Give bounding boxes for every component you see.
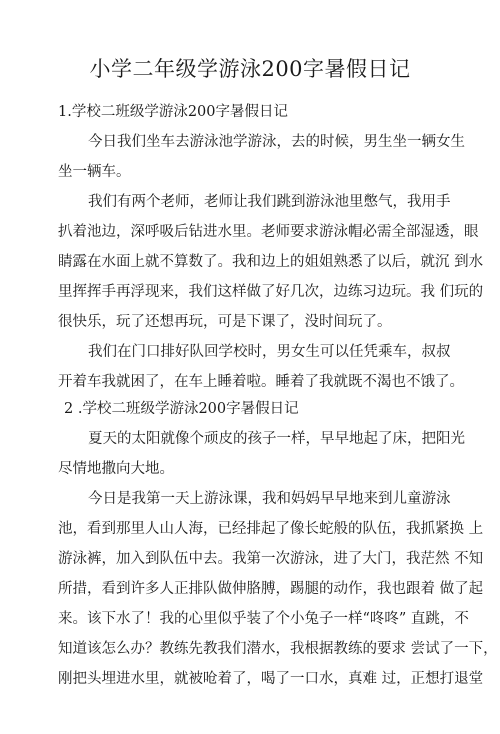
paragraph-line: 里挥挥手再浮现来，我们这样做了好几次，边练习边玩。我 们玩的 bbox=[58, 284, 484, 300]
paragraph-line: 坐一辆车。 bbox=[58, 164, 131, 180]
paragraph-line: 我们在门口排好队回学校时，男女生可以任凭乘车，叔叔 bbox=[88, 344, 451, 360]
section-heading-2: 2 .学校二班级学游泳200字暑假日记 bbox=[64, 401, 299, 417]
paragraph-line: 我们有两个老师，老师让我们跳到游泳池里憋气，我用手 bbox=[88, 194, 451, 210]
document-title: 小学二年级学游泳200字暑假日记 bbox=[89, 57, 411, 81]
paragraph-line: 夏天的太阳就像个顽皮的孩子一样，早早地起了床，把阳光 bbox=[88, 431, 465, 447]
paragraph-line: 所措，看到许多人正排队做伸胳膊，踢腿的动作，我也跟着 做了起 bbox=[58, 581, 484, 597]
paragraph-line: 池，看到那里人山人海，已经排起了像长蛇般的队伍，我抓紧换 上 bbox=[58, 521, 484, 537]
paragraph-line: 今日我们坐车去游泳池学游泳，去的时候，男生坐一辆女生 bbox=[88, 134, 465, 150]
paragraph-line: 很快乐，玩了还想再玩，可是下课了，没时间玩了。 bbox=[58, 314, 392, 330]
paragraph-line: 今日是我第一天上游泳课，我和妈妈早早地来到儿童游泳 bbox=[88, 491, 451, 507]
paragraph-line: 尽情地撒向大地。 bbox=[58, 461, 174, 477]
paragraph-line: 游泳裤，加入到队伍中去。我第一次游泳，进了大门，我茫然 不知 bbox=[58, 551, 484, 567]
paragraph-line: 开着车我就困了，在车上睡着啦。睡着了我就既不渴也不饿了。 bbox=[58, 374, 464, 390]
paragraph-line: 刚把头埋进水里，就被呛着了，喝了一口水，真难 过，正想打退堂 bbox=[58, 671, 484, 687]
paragraph-line: 睛露在水面上就不算数了。我和边上的姐姐熟悉了以后，就沉 到水 bbox=[58, 254, 484, 270]
paragraph-line: 知道该怎么办？教练先教我们潜水，我根据教练的要求 尝试了一下， bbox=[58, 641, 498, 657]
paragraph-line: 扒着池边，深呼吸后钻进水里。老师要求游泳帽必需全部湿透，眼 bbox=[58, 224, 479, 240]
section-heading-1: 1.学校二班级学游泳200字暑假日记 bbox=[58, 104, 289, 120]
paragraph-line: 来。该下水了！我的心里似乎装了个小兔子一样“咚咚” 直跳，不 bbox=[58, 611, 469, 627]
